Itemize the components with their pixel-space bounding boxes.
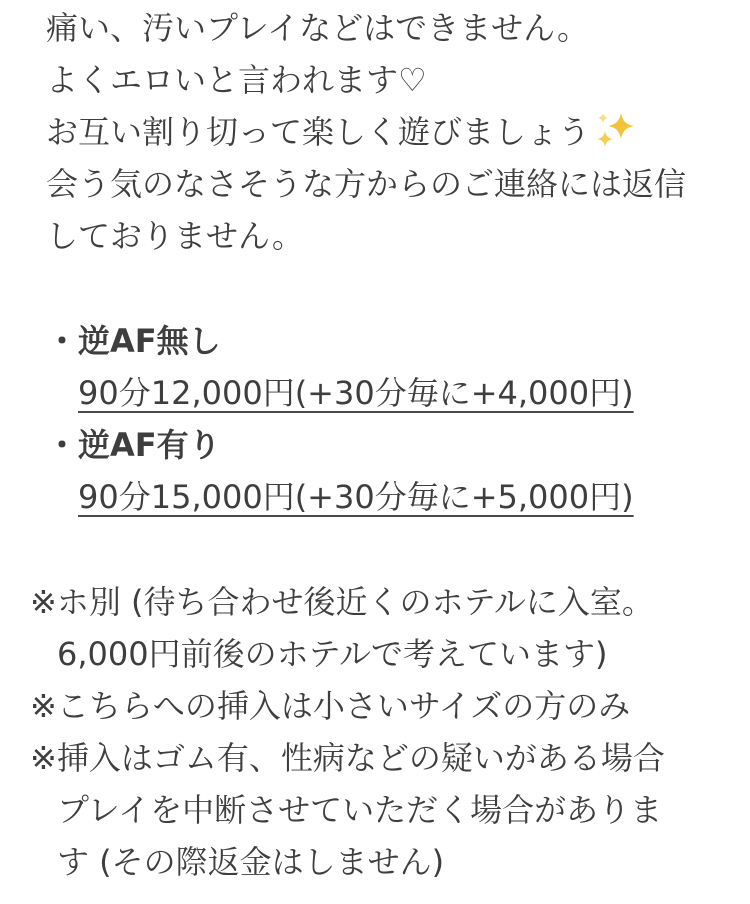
- intro-line: [46, 2, 714, 54]
- note-line-continuation: プレイを中断させていただく場合がありま: [57, 791, 663, 829]
- note-line: ※挿入はゴム有、性病などの疑いがある場合: [30, 739, 665, 777]
- note-line: ※こちらへの挿入は小さいサイズの方のみ: [30, 687, 631, 725]
- intro-line: [46, 210, 714, 262]
- intro-line-text: 痛い、汚いプレイなどはできません。: [46, 9, 590, 47]
- note-line: ※ホ別 (待ち合わせ後近くのホテルに入室。: [30, 583, 654, 621]
- intro-line-text: よくエロいと言われます♡: [46, 61, 427, 99]
- intro-line: [46, 54, 714, 106]
- pricing-item-price: [46, 367, 714, 419]
- intro-line-text: 会う気のなさそうな方からのご連絡には返信: [46, 165, 687, 203]
- pricing-item-label: ・逆AF無し: [46, 322, 221, 360]
- sparkles-icon-medium-star: [597, 131, 613, 147]
- intro-line-text: お互い割り切って楽しく遊びましょう: [46, 113, 591, 151]
- note-line-continuation: 6,000円前後のホテルで考えています): [57, 635, 608, 673]
- pricing-item-price-text: 90分12,000円(+30分毎に+4,000円): [78, 374, 634, 412]
- pricing-item-label: ・逆AF有り: [46, 426, 221, 464]
- pricing-item-price-text: 90分15,000円(+30分毎に+5,000円): [78, 478, 634, 516]
- notes-section: [30, 576, 714, 888]
- sparkles-icon-small-star: [598, 113, 608, 123]
- pricing-section: [46, 315, 714, 523]
- note-line-continuation: す (その際返金はしません): [57, 843, 445, 881]
- intro-line: [46, 106, 714, 158]
- intro-line-text: しておりません。: [46, 217, 304, 255]
- pricing-item-price: [46, 471, 714, 523]
- sparkles-icon-large-star: [608, 113, 634, 139]
- sparkles-icon: [595, 110, 635, 150]
- intro-section: [46, 2, 714, 262]
- intro-line: [46, 158, 714, 210]
